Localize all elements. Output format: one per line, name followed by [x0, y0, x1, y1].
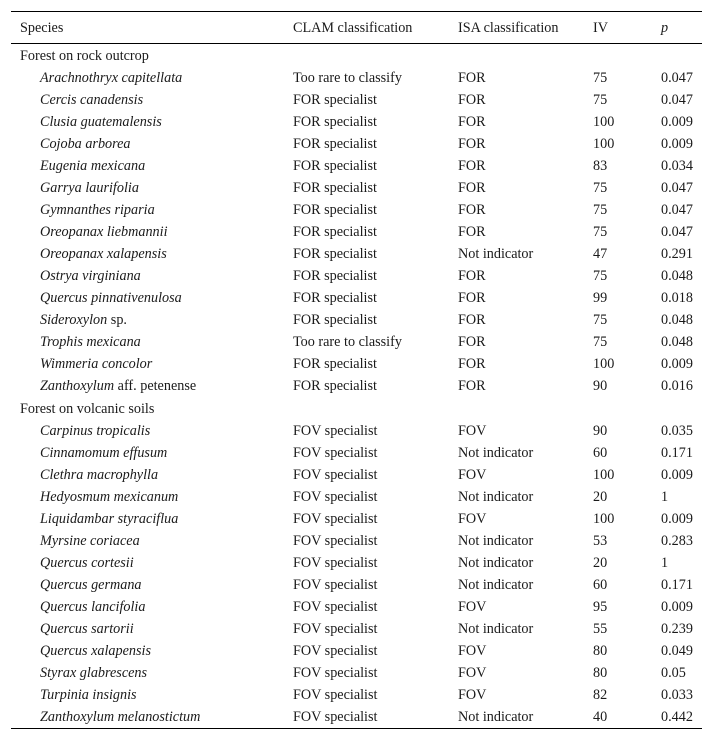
species-scientific-name: Oreopanax liebmannii — [40, 224, 168, 240]
p-value-cell: 0.009 — [661, 467, 693, 483]
isa-cell: FOR — [458, 378, 486, 394]
isa-cell: FOV — [458, 511, 487, 527]
species-cell — [11, 67, 293, 89]
species-scientific-name: Arachnothryx capitellata — [40, 70, 183, 86]
species-classification-table — [11, 11, 702, 729]
species-cell — [11, 640, 293, 662]
species-scientific-name: Zanthoxylum — [40, 378, 115, 394]
clam-cell: FOR specialist — [293, 246, 377, 262]
p-value-cell: 0.009 — [661, 511, 693, 527]
table-row — [11, 331, 702, 353]
p-value-cell: 0.009 — [661, 356, 693, 372]
isa-cell: FOR — [458, 180, 486, 196]
table-row — [11, 265, 702, 287]
table-header — [11, 12, 702, 44]
iv-cell: 90 — [593, 423, 608, 439]
p-value-cell: 0.048 — [661, 268, 693, 284]
species-scientific-name: Oreopanax xalapensis — [40, 246, 167, 262]
table-row — [11, 464, 702, 486]
p-value-cell: 0.047 — [661, 202, 693, 218]
header-clam: CLAM classification — [293, 19, 413, 36]
iv-cell: 80 — [593, 643, 608, 659]
p-value-cell: 0.016 — [661, 378, 693, 394]
species-scientific-name: Cinnamomum effusum — [40, 445, 168, 461]
species-cell — [11, 684, 293, 706]
species-cell — [11, 420, 293, 442]
p-value-cell: 0.048 — [661, 334, 693, 350]
iv-cell: 20 — [593, 489, 608, 505]
table-row — [11, 684, 702, 706]
table-row — [11, 309, 702, 331]
isa-cell: FOV — [458, 687, 487, 703]
species-cell — [11, 530, 293, 552]
table-row — [11, 89, 702, 111]
p-value-cell: 0.283 — [661, 533, 693, 549]
header-p: p — [661, 19, 669, 36]
species-cell — [11, 287, 293, 309]
p-value-cell: 0.442 — [661, 709, 693, 725]
species-scientific-name: Garrya laurifolia — [40, 180, 139, 196]
iv-cell: 75 — [593, 224, 608, 240]
p-value-cell: 0.047 — [661, 180, 693, 196]
clam-cell: FOV specialist — [293, 511, 378, 527]
species-name-suffix: aff. petenense — [114, 378, 197, 394]
isa-cell: Not indicator — [458, 445, 534, 461]
p-value-cell: 0.048 — [661, 312, 693, 328]
table-row — [11, 442, 702, 464]
iv-cell: 80 — [593, 665, 608, 681]
p-value-cell: 0.033 — [661, 687, 693, 703]
species-cell — [11, 464, 293, 486]
p-value-cell: 0.009 — [661, 114, 693, 130]
isa-cell: FOV — [458, 599, 487, 615]
p-value-cell: 0.291 — [661, 246, 693, 262]
clam-cell: FOR specialist — [293, 268, 377, 284]
table-row — [11, 133, 702, 155]
p-value-cell: 0.009 — [661, 599, 693, 615]
clam-cell: FOV specialist — [293, 555, 378, 571]
clam-cell: FOR specialist — [293, 114, 377, 130]
p-value-cell: 0.047 — [661, 70, 693, 86]
p-value-cell: 0.047 — [661, 92, 693, 108]
species-scientific-name: Liquidambar styraciflua — [40, 511, 179, 527]
species-scientific-name: Trophis mexicana — [40, 334, 141, 350]
table-body — [11, 44, 702, 729]
species-cell — [11, 309, 293, 331]
group-name: Forest on rock outcrop — [20, 48, 149, 64]
table-row — [11, 662, 702, 684]
iv-cell: 90 — [593, 378, 608, 394]
iv-cell: 100 — [593, 511, 615, 527]
isa-cell: Not indicator — [458, 246, 534, 262]
iv-cell: 75 — [593, 180, 608, 196]
species-cell — [11, 243, 293, 265]
table-row — [11, 155, 702, 177]
table-row — [11, 618, 702, 640]
header-species: Species — [20, 19, 64, 36]
iv-cell: 20 — [593, 555, 608, 571]
isa-cell: FOR — [458, 312, 486, 328]
species-cell — [11, 574, 293, 596]
table-row — [11, 287, 702, 309]
table-row — [11, 486, 702, 508]
iv-cell: 75 — [593, 92, 608, 108]
iv-cell: 95 — [593, 599, 608, 615]
table-row — [11, 67, 702, 89]
table-row — [11, 375, 702, 397]
clam-cell: FOV specialist — [293, 621, 378, 637]
clam-cell: FOV specialist — [293, 665, 378, 681]
iv-cell: 100 — [593, 356, 615, 372]
isa-cell: FOV — [458, 643, 487, 659]
p-value-cell: 0.049 — [661, 643, 693, 659]
species-cell — [11, 89, 293, 111]
isa-cell: FOR — [458, 158, 486, 174]
table-row — [11, 177, 702, 199]
species-name-suffix: sp. — [107, 312, 127, 328]
species-cell — [11, 265, 293, 287]
clam-cell: FOV specialist — [293, 445, 378, 461]
clam-cell: FOR specialist — [293, 92, 377, 108]
species-cell — [11, 508, 293, 530]
species-cell — [11, 486, 293, 508]
clam-cell: FOV specialist — [293, 423, 378, 439]
isa-cell: FOR — [458, 290, 486, 306]
p-value-cell: 0.034 — [661, 158, 693, 174]
isa-cell: Not indicator — [458, 533, 534, 549]
p-value-cell: 0.009 — [661, 136, 693, 152]
clam-cell: FOR specialist — [293, 312, 377, 328]
table-row — [11, 420, 702, 442]
iv-cell: 100 — [593, 467, 615, 483]
species-cell — [11, 375, 293, 397]
iv-cell: 75 — [593, 312, 608, 328]
species-scientific-name: Quercus sartorii — [40, 621, 134, 637]
table-row — [11, 243, 702, 265]
iv-cell: 83 — [593, 158, 608, 174]
iv-cell: 60 — [593, 445, 608, 461]
clam-cell: FOR specialist — [293, 224, 377, 240]
species-cell — [11, 442, 293, 464]
isa-cell: FOR — [458, 268, 486, 284]
species-scientific-name: Eugenia mexicana — [40, 158, 146, 174]
isa-cell: FOR — [458, 136, 486, 152]
species-cell — [11, 221, 293, 243]
isa-cell: FOV — [458, 423, 487, 439]
clam-cell: FOR specialist — [293, 356, 377, 372]
iv-cell: 75 — [593, 70, 608, 86]
table-row — [11, 199, 702, 221]
isa-cell: Not indicator — [458, 621, 534, 637]
isa-cell: FOR — [458, 92, 486, 108]
p-value-cell: 0.035 — [661, 423, 693, 439]
group-name: Forest on volcanic soils — [20, 401, 155, 417]
clam-cell: FOR specialist — [293, 378, 377, 394]
isa-cell: Not indicator — [458, 489, 534, 505]
species-cell — [11, 111, 293, 133]
species-scientific-name: Zanthoxylum melanostictum — [40, 709, 201, 725]
clam-cell: Too rare to classify — [293, 70, 402, 86]
isa-cell: FOR — [458, 114, 486, 130]
species-scientific-name: Turpinia insignis — [40, 687, 137, 703]
species-cell — [11, 331, 293, 353]
species-scientific-name: Cojoba arborea — [40, 136, 131, 152]
clam-cell: FOV specialist — [293, 599, 378, 615]
iv-cell: 82 — [593, 687, 608, 703]
isa-cell: FOV — [458, 467, 487, 483]
species-scientific-name: Hedyosmum mexicanum — [40, 489, 179, 505]
p-value-cell: 0.05 — [661, 665, 686, 681]
p-value-cell: 0.239 — [661, 621, 693, 637]
iv-cell: 99 — [593, 290, 608, 306]
isa-cell: Not indicator — [458, 577, 534, 593]
isa-cell: FOR — [458, 356, 486, 372]
isa-cell: FOR — [458, 334, 486, 350]
clam-cell: FOV specialist — [293, 467, 378, 483]
table-row — [11, 706, 702, 729]
isa-cell: Not indicator — [458, 709, 534, 725]
iv-cell: 100 — [593, 114, 615, 130]
species-cell — [11, 133, 293, 155]
iv-cell: 40 — [593, 709, 608, 725]
species-cell — [11, 706, 293, 729]
species-scientific-name: Cercis canadensis — [40, 92, 144, 108]
clam-cell: FOV specialist — [293, 489, 378, 505]
species-scientific-name: Carpinus tropicalis — [40, 423, 151, 439]
species-cell — [11, 596, 293, 618]
table-row — [11, 508, 702, 530]
species-cell — [11, 155, 293, 177]
clam-cell: FOR specialist — [293, 202, 377, 218]
group-header-row — [11, 44, 702, 68]
iv-cell: 75 — [593, 202, 608, 218]
table-row — [11, 640, 702, 662]
iv-cell: 55 — [593, 621, 608, 637]
species-cell — [11, 177, 293, 199]
species-scientific-name: Wimmeria concolor — [40, 356, 153, 372]
clam-cell: FOR specialist — [293, 136, 377, 152]
header-iv: IV — [593, 19, 608, 36]
table-row — [11, 111, 702, 133]
table-row — [11, 596, 702, 618]
species-scientific-name: Styrax glabrescens — [40, 665, 148, 681]
table-row — [11, 530, 702, 552]
p-value-cell: 0.047 — [661, 224, 693, 240]
species-cell — [11, 353, 293, 375]
header-isa: ISA classification — [458, 19, 559, 36]
iv-cell: 75 — [593, 334, 608, 350]
species-scientific-name: Quercus xalapensis — [40, 643, 151, 659]
iv-cell: 75 — [593, 268, 608, 284]
species-scientific-name: Clethra macrophylla — [40, 467, 159, 483]
group-header-row — [11, 397, 702, 420]
species-cell — [11, 618, 293, 640]
species-cell — [11, 552, 293, 574]
clam-cell: FOR specialist — [293, 158, 377, 174]
iv-cell: 47 — [593, 246, 608, 262]
species-scientific-name: Quercus pinnativenulosa — [40, 290, 182, 306]
clam-cell: FOR specialist — [293, 290, 377, 306]
isa-cell: FOR — [458, 224, 486, 240]
iv-cell: 53 — [593, 533, 608, 549]
p-value-cell: 0.171 — [661, 445, 693, 461]
p-value-cell: 0.171 — [661, 577, 693, 593]
species-scientific-name: Myrsine coriacea — [40, 533, 140, 549]
clam-cell: FOV specialist — [293, 577, 378, 593]
p-value-cell: 1 — [661, 489, 669, 505]
species-cell — [11, 199, 293, 221]
species-scientific-name: Ostrya virginiana — [40, 268, 141, 284]
isa-cell: FOV — [458, 665, 487, 681]
isa-cell: FOR — [458, 70, 486, 86]
species-scientific-name: Gymnanthes riparia — [40, 202, 155, 218]
iv-cell: 60 — [593, 577, 608, 593]
table-row — [11, 552, 702, 574]
species-scientific-name: Sideroxylon — [40, 312, 108, 328]
clam-cell: FOV specialist — [293, 687, 378, 703]
species-scientific-name: Quercus germana — [40, 577, 142, 593]
clam-cell: Too rare to classify — [293, 334, 402, 350]
clam-cell: FOV specialist — [293, 533, 378, 549]
species-cell — [11, 662, 293, 684]
iv-cell: 100 — [593, 136, 615, 152]
table-row — [11, 221, 702, 243]
table-row — [11, 574, 702, 596]
p-value-cell: 0.018 — [661, 290, 693, 306]
species-scientific-name: Quercus cortesii — [40, 555, 134, 571]
species-scientific-name: Clusia guatemalensis — [40, 114, 162, 130]
clam-cell: FOR specialist — [293, 180, 377, 196]
isa-cell: FOR — [458, 202, 486, 218]
species-scientific-name: Quercus lancifolia — [40, 599, 146, 615]
p-value-cell: 1 — [661, 555, 669, 571]
header-row — [11, 12, 702, 44]
isa-cell: Not indicator — [458, 555, 534, 571]
clam-cell: FOV specialist — [293, 709, 378, 725]
clam-cell: FOV specialist — [293, 643, 378, 659]
table-row — [11, 353, 702, 375]
